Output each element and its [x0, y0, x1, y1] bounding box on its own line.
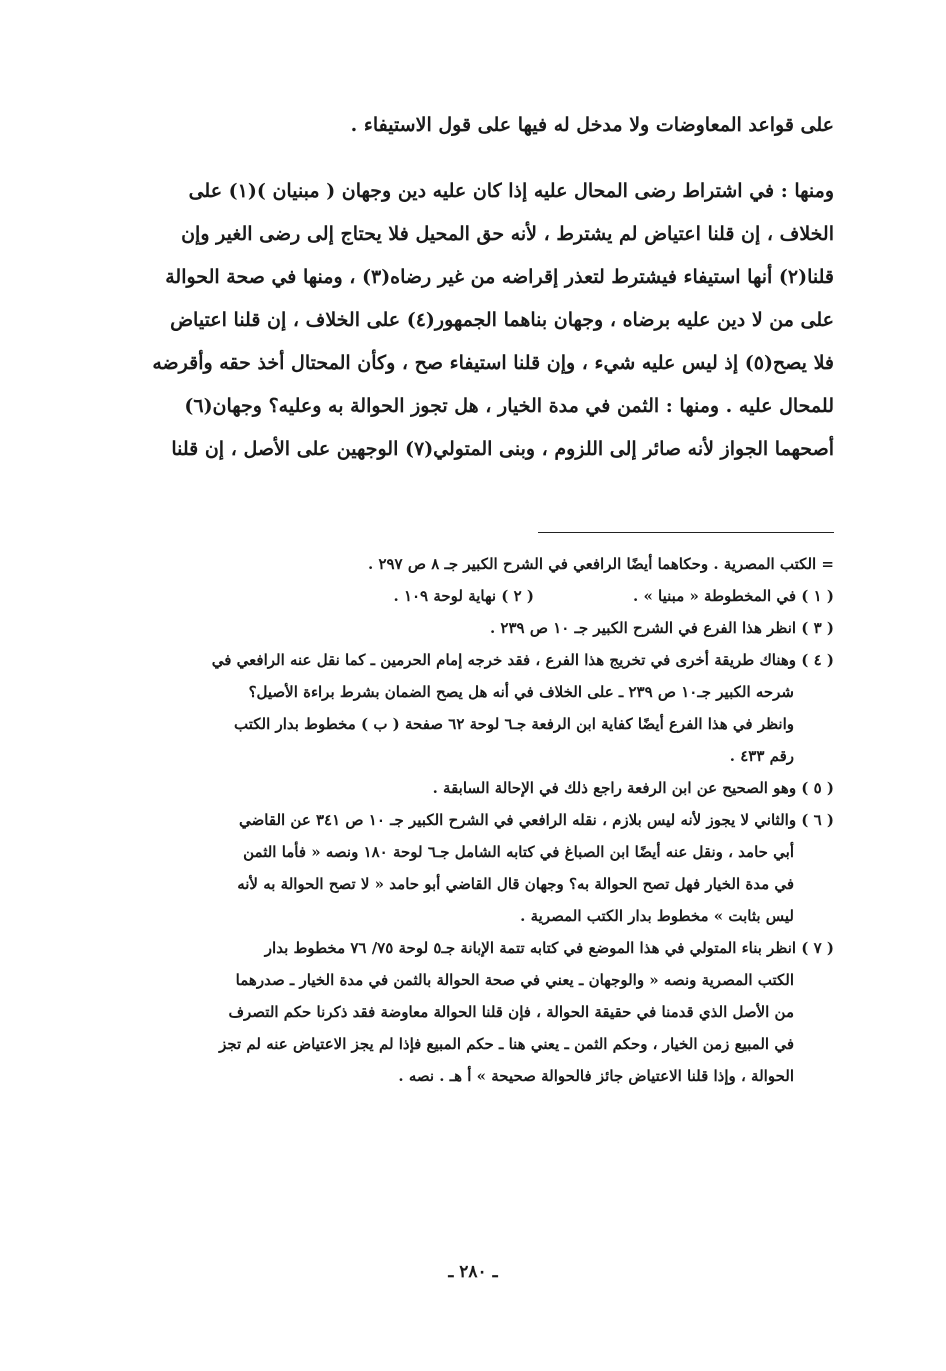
footnote-4: ( ٤ ) وهناك طريقة أخرى في تخريج هذا الفرع ، فقد خرجه إمام الحرمين ـ كما نقل عنه الرافعي في شرحه الكبير جـ١٠ ص ٢٣٩ ـ على الخلاف في أنه هل يصح الضمان بشرط براءة الأصيل؟ وانظر في هذا الفرع أيضًا كفاية ابن الرفعة جـ٦ لوحة ٦٢ صفحة ( ب ) مخطوط بدار الكتب رقم ٤٣٣ . — [211, 651, 834, 765]
main-line: على قواعد المعاوضات ولا مدخل له فيها على قول الاستيفاء . — [350, 114, 834, 136]
footnote-continuation: = الكتب المصرية . وحكاهما أيضًا الرافعي في الشرح الكبير جـ ٨ ص ٢٩٧ . — [367, 555, 834, 573]
page-number: ـ ٢٨٠ ـ — [448, 1262, 498, 1282]
footnote-separator — [538, 532, 834, 533]
main-line: الخلاف ، إن قلنا اعتياض لم يشترط ، لأنه حق المحيل فلا يحتاج إلى رضى الغير وإن — [181, 223, 834, 245]
main-line: ومنها : في اشتراط رضى المحال عليه إذا كان عليه دين وجهان ( مبنيان )(١) على — [188, 180, 834, 202]
main-paragraph-2 — [112, 170, 834, 471]
footnotes — [112, 548, 834, 1092]
main-line: قلنا(٢) أنها استيفاء فيشترط لتعذر إقراضه من غير رضاه(٣) ، ومنها في صحة الحوالة — [165, 266, 834, 288]
footnote-2: ( ٢ ) نهاية لوحة ١٠٩ . — [393, 587, 534, 605]
footnote-7: ( ٧ ) انظر بناء المتولي في هذا الموضع في كتابه تتمة الإبانة جـ٥ لوحة ٧٥/ ٧٦ مخطوط بدار الكتب المصرية ونصه « والوجهان ـ يعني في صحة الحوالة بالثمن في مدة الخيار ـ صدرهما من الأصل الذي قدمنا في حقيقة الحوالة ، فإن قلنا الحوالة معاوضة فقد ذكرنا حكم التصرف في المبيع زمن الخيار ، وحكم الثمن ـ يعني هنا ـ حكم المبيع فإذا لم يجز الاعتياض عنه لم تجز الحوالة ، وإذا قلنا الاعتياض جائز فالحوالة صحيحة » أ هـ . نصه . — [219, 939, 834, 1085]
main-line: للمحال عليه . ومنها : الثمن في مدة الخيار ، هل تجوز الحوالة به وعليه؟ وجهان(٦) — [184, 395, 834, 417]
main-line: فلا يصح(٥) إذ ليس عليه شيء ، وإن قلنا استيفاء صح ، وكأن المحتال أخذ حقه وأقرضه — [152, 352, 834, 374]
main-line: أصحهما الجواز لأنه صائر إلى اللزوم ، وبنى المتولي(٧) الوجهين على الأصل ، إن قلنا — [171, 438, 834, 460]
footnote-1: ( ١ ) في المخطوطة « مبنيا » . — [633, 587, 834, 605]
footnote-6: ( ٦ ) والثاني لا يجوز لأنه ليس بلازم ، نقله الرافعي في الشرح الكبير جـ ١٠ ص ٣٤١ عن القاضي أبي حامد ، ونقل عنه أيضًا ابن الصباغ في كتابه الشامل جـ٦ لوحة ١٨٠ ونصه « فأما الثمن في مدة الخيار فهل تصح الحوالة به؟ وجهان قال القاضي أبو حامد « لا تصح الحوالة به لأنه ليس بثابت » مخطوط بدار الكتب المصرية . — [237, 811, 834, 925]
main-line: على من لا دين عليه برضاه ، وجهان بناهما الجمهور(٤) على الخلاف ، إن قلنا اعتياض — [170, 309, 834, 331]
main-paragraph-1 — [112, 104, 834, 147]
footnote-5: ( ٥ ) وهو الصحيح عن ابن الرفعة راجع ذلك في الإحالة السابقة . — [432, 779, 834, 797]
footnote-3: ( ٣ ) انظر هذا الفرع في الشرح الكبير جـ ١٠ ص ٢٣٩ . — [489, 619, 834, 637]
footnote-pair — [112, 580, 834, 612]
